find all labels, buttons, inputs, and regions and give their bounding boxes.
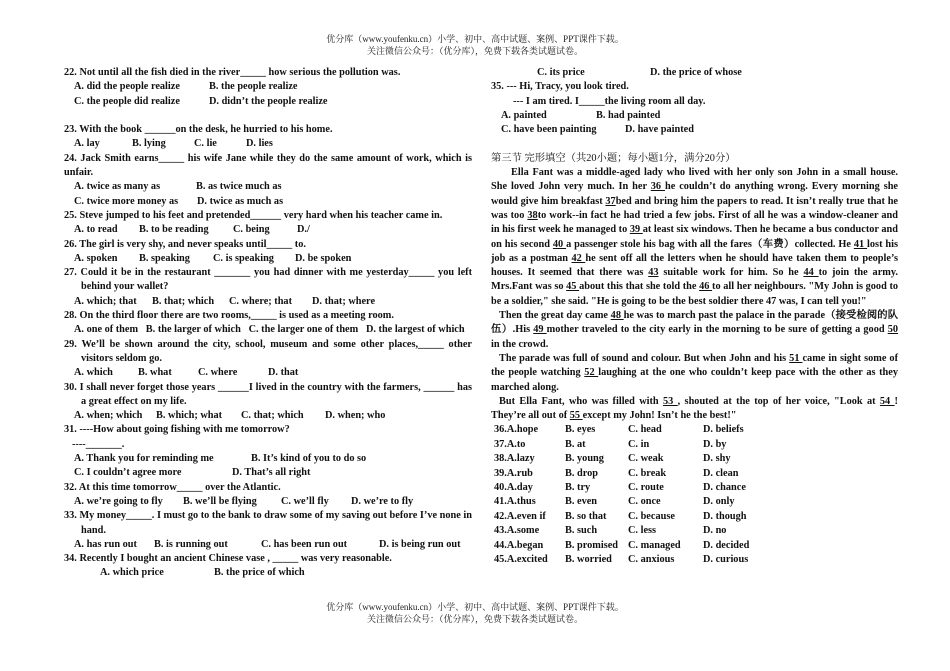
text: Then the great day came <box>499 310 611 322</box>
options-25 <box>64 223 472 237</box>
option-30a: A. when; which <box>74 410 143 422</box>
text: he sent off all the letters when he should have taken them to people’s houses. It seemed that there was <box>491 252 899 279</box>
text: to work--in fact he had tried a few jobs. First of all he was a window-cleaner and in his first week he managed to <box>491 209 899 236</box>
blank-41: 41 <box>853 238 868 250</box>
cloze-option: 41.A.thus <box>494 496 536 508</box>
option-26c: C. is speaking <box>213 252 274 264</box>
question-35: 35. --- Hi, Tracy, you look tired. <box>491 81 629 93</box>
cloze-option: 42.A.even if <box>494 510 546 522</box>
text: to all her neighbours. "My John is good to be a soldier," she said. "He is going to be the best soldier there 47 was, I can tell you!" <box>491 281 899 307</box>
cloze-option: B. try <box>565 481 591 493</box>
cloze-option: D. clean <box>703 467 739 479</box>
question-26: 26. The girl is very shy, and never speaks until_____ to. <box>64 238 306 250</box>
cloze-option: C. because <box>628 510 675 522</box>
option-32d: D. we’re to fly <box>351 495 414 507</box>
blank-37: 37 <box>605 195 616 207</box>
cloze-paragraph-2 <box>491 309 898 352</box>
option-27a: A. which; that <box>74 295 137 307</box>
option-33a: A. has run out <box>74 538 137 550</box>
text: But Ella Fant, who was filled with <box>499 395 663 407</box>
cloze-option: 38.A.lazy <box>494 453 535 465</box>
option-26b: B. speaking <box>139 252 190 264</box>
blank-40: 40 <box>552 238 567 250</box>
options-34-row1 <box>64 566 472 580</box>
cloze-option: 37.A.to <box>494 438 526 450</box>
text: The parade was full of sound and colour. But when John and his <box>499 352 790 364</box>
option-28a: A. one of them <box>74 324 139 336</box>
cloze-option: B. at <box>565 438 586 450</box>
option-32c: C. we’ll fly <box>281 495 329 507</box>
text: came in sight some of the people watching <box>491 352 899 379</box>
blank-39: 39 <box>629 224 643 236</box>
cloze-option: D. though <box>703 510 747 522</box>
option-26d: D. be spoken <box>295 252 352 264</box>
option-30d: D. when; who <box>325 410 386 422</box>
option-28b: B. the larger of which <box>145 324 241 336</box>
cloze-option-row <box>491 510 898 524</box>
option-34c: C. its price <box>537 67 585 78</box>
cloze-option: C. break <box>628 467 667 479</box>
option-34b: B. the price of which <box>214 567 305 579</box>
blank-45: 45 <box>566 281 580 293</box>
options-34-row2 <box>491 66 898 80</box>
cloze-option: B. so that <box>565 510 607 522</box>
cloze-option: B. even <box>565 496 598 508</box>
text: he was to march past the palace in the parade（接受检阅的队伍）.His <box>491 310 898 336</box>
question-32: 32. At this time tomorrow_____ over the Atlantic. <box>64 481 281 493</box>
options-35-row1 <box>491 109 898 123</box>
cloze-option: B. eyes <box>565 424 596 436</box>
option-29d: D. that <box>268 367 299 379</box>
cloze-option: D. beliefs <box>703 424 744 436</box>
option-30c: C. that; which <box>241 410 304 422</box>
option-34d: D. the price of whose <box>650 67 742 78</box>
cloze-paragraph-1 <box>491 166 898 309</box>
option-33c: C. has been run out <box>261 538 348 550</box>
option-35a: A. painted <box>501 109 547 121</box>
cloze-option: B. such <box>565 525 598 537</box>
option-24a: A. twice as many as <box>74 181 161 193</box>
option-35b: B. had painted <box>596 109 661 121</box>
blank-51: 51 <box>789 352 803 364</box>
text: lost his job as a postman <box>491 238 898 264</box>
question-34: 34. Recently I bought an ancient Chinese vase , _____ was very reasonable. <box>64 553 392 565</box>
cloze-option: C. anxious <box>628 553 675 565</box>
blank-43: 43 <box>648 267 659 279</box>
text: a passenger stole his bag with all the fares（车费）collected. He <box>566 238 854 250</box>
option-23d: D. lies <box>246 138 273 150</box>
cloze-option-row <box>491 452 898 466</box>
text: ! They’re all out of <box>491 395 898 422</box>
blank-55: 55 <box>569 410 583 422</box>
option-28c: C. the larger one of them <box>248 324 359 336</box>
option-29b: B. what <box>138 367 172 379</box>
option-31a: A. Thank you for reminding me <box>74 453 214 465</box>
page-footer <box>0 601 950 625</box>
footer-line-2: 关注微信公众号：（优分库），免费下载各类试题试卷。 <box>366 614 583 624</box>
option-27c: C. where; that <box>229 295 293 307</box>
question-31: 31. ----How about going fishing with me tomorrow? <box>64 424 290 436</box>
options-26 <box>64 252 472 266</box>
options-35-row2 <box>491 123 898 137</box>
cloze-option: B. young <box>565 453 604 465</box>
options-23 <box>64 137 472 151</box>
option-26a: A. spoken <box>74 252 118 264</box>
option-22b: B. the people realize <box>209 81 298 93</box>
question-27: 27. Could it be in the restaurant _______ you had dinner with me yesterday_____ you left behind your wallet? <box>64 267 472 293</box>
cloze-option: 45.A.excited <box>494 553 548 565</box>
cloze-option: 44.A.began <box>494 539 544 551</box>
text: suitable work for him. So he <box>658 267 804 279</box>
option-31b: B. It’s kind of you to do so <box>251 453 367 465</box>
blank-38: 38 <box>527 209 538 221</box>
question-33: 33. My money_____. I must go to the bank to draw some of my saving out before I’ve none in hand. <box>64 510 472 536</box>
option-31c: C. I couldn’t agree more <box>74 467 182 479</box>
cloze-option: D. only <box>703 496 735 508</box>
option-23a: A. lay <box>74 138 100 150</box>
question-28: 28. On the third floor there are two rooms,_____ is used as a meeting room. <box>64 310 394 322</box>
text: to join the army. Mrs.Fant was so <box>491 267 898 293</box>
cloze-option: 40.A.day <box>494 481 533 493</box>
cloze-option: B. worried <box>565 553 612 565</box>
cloze-option-row <box>491 539 898 553</box>
cloze-option-row <box>491 467 898 481</box>
blank-50: 50 <box>887 324 898 336</box>
cloze-option: C. in <box>628 438 650 450</box>
cloze-option: D. no <box>703 525 727 537</box>
text: , shouted at the top of her voice, "Look at <box>677 395 880 407</box>
blank-46: 46 <box>699 281 713 293</box>
page-header <box>0 33 950 57</box>
options-22-row1 <box>64 80 472 94</box>
option-25d: D./ <box>297 224 310 236</box>
options-30 <box>64 409 472 423</box>
option-29a: A. which <box>74 367 113 379</box>
cloze-paragraph-4 <box>491 395 898 424</box>
cloze-option: D. curious <box>703 553 749 565</box>
blank-53: 53 <box>663 395 678 407</box>
blank-54: 54 <box>879 395 895 407</box>
option-22a: A. did the people realize <box>74 81 180 93</box>
cloze-paragraph-3 <box>491 352 898 395</box>
option-31d: D. That’s all right <box>232 467 311 479</box>
cloze-option: D. chance <box>703 481 746 493</box>
blank-48: 48 <box>610 310 624 322</box>
question-25: 25. Steve jumped to his feet and pretended______ very hard when his teacher came in. <box>64 209 443 221</box>
option-33d: D. is being run out <box>379 538 461 550</box>
option-25b: B. to be reading <box>139 224 209 236</box>
cloze-option: D. shy <box>703 453 731 465</box>
spacer <box>491 137 898 151</box>
text: bed and bring him the papers to read. It isn’t really true that he was too <box>491 195 898 221</box>
option-32b: B. we’ll be flying <box>183 495 257 507</box>
cloze-option-row <box>491 524 898 538</box>
cloze-option: C. weak <box>628 453 664 465</box>
option-29c: C. where <box>198 367 238 379</box>
option-24d: D. twice as much as <box>197 195 284 207</box>
section-title: 第三节 完形填空（共20小题；每小题1分，满分20分） <box>491 152 736 164</box>
option-24c: C. twice more money as <box>74 195 179 207</box>
left-column <box>64 66 472 581</box>
text: Ella Fant was a middle-aged lady who lived with her only son John in a small house. She loved John very much. In her <box>491 167 898 193</box>
cloze-option: B. drop <box>565 467 599 479</box>
options-24-row1 <box>64 180 472 194</box>
blank-36: 36 <box>650 181 665 193</box>
text: he couldn’t do anything wrong. Every morning she would give him breakfast <box>491 181 898 207</box>
option-35d: D. have painted <box>625 124 694 136</box>
option-30b: B. which; what <box>156 410 223 422</box>
option-28d: D. the largest of which <box>365 324 465 336</box>
footer-line-1: 优分库（www.youfenku.cn）小学、初中、高中试题、案例、PPT课件下载。 <box>326 602 624 612</box>
blank-42: 42 <box>571 252 586 264</box>
question-29: 29. We’ll be shown around the city, school, museum and some other places,_____ other visitors seldom go. <box>64 338 472 364</box>
header-line-2: 关注微信公众号：（优分库），免费下载各类试题试卷。 <box>366 46 583 56</box>
question-23: 23. With the book ______on the desk, he hurried to his home. <box>64 124 333 136</box>
cloze-option: 36.A.hope <box>494 424 539 436</box>
question-31-reply: ----_______. <box>72 438 125 450</box>
options-22-row2 <box>64 95 472 109</box>
question-24: 24. Jack Smith earns_____ his wife Jane while they do the same amount of work, which is unfair. <box>64 152 472 179</box>
spacer <box>64 109 472 123</box>
options-27 <box>64 295 472 309</box>
option-22c: C. the people did realize <box>74 95 180 107</box>
cloze-option: C. less <box>628 525 657 537</box>
question-35-reply: --- I am tired. I_____the living room all day. <box>513 95 706 107</box>
option-27b: B. that; which <box>152 295 215 307</box>
text: in the crowd. <box>491 338 549 350</box>
cloze-option-row <box>491 423 898 437</box>
option-25c: C. being <box>233 224 270 236</box>
option-27d: D. that; where <box>312 295 376 307</box>
cloze-option-row <box>491 495 898 509</box>
options-28 <box>64 323 472 337</box>
header-line-1: 优分库（www.youfenku.cn）小学、初中、高中试题、案例、PPT课件下载。 <box>326 34 624 44</box>
options-29 <box>64 366 472 380</box>
text: mother traveled to the city early in the morning to be sure of getting a good <box>546 324 888 336</box>
option-23c: C. lie <box>194 138 217 150</box>
cloze-option: C. head <box>628 424 662 436</box>
cloze-option: C. once <box>628 496 661 508</box>
cloze-option: 39.A.rub <box>494 467 533 479</box>
question-30: 30. I shall never forget those years ______I lived in the country with the farmers, ______ has a great effect on my life. <box>64 381 472 407</box>
blank-49: 49 <box>533 324 547 336</box>
cloze-options-table <box>491 423 898 567</box>
options-31-row2 <box>64 466 472 480</box>
option-25a: A. to read <box>74 224 118 236</box>
cloze-option: B. promised <box>565 539 619 551</box>
text: laughing at the one who couldn’t keep pace with the other as they marched along. <box>491 367 898 393</box>
right-column <box>491 66 898 567</box>
options-31-row1 <box>64 452 472 466</box>
option-33b: B. is running out <box>154 538 228 550</box>
cloze-option: 43.A.some <box>494 525 540 537</box>
cloze-option: D. by <box>703 438 727 450</box>
options-33 <box>64 538 472 552</box>
cloze-option-row <box>491 438 898 452</box>
cloze-option: C. route <box>628 481 664 493</box>
text: about this that she told the <box>579 281 700 293</box>
option-22d: D. didn’t the people realize <box>209 95 328 107</box>
blank-52: 52 <box>584 367 599 379</box>
text: at least six windows. Then he became a bus conductor and on his second <box>491 224 898 250</box>
cloze-option: D. decided <box>703 539 750 551</box>
question-22: 22. Not until all the fish died in the river_____ how serious the pollution was. <box>64 67 401 78</box>
option-24b: B. as twice much as <box>196 181 282 193</box>
cloze-option-row <box>491 553 898 567</box>
cloze-option-row <box>491 481 898 495</box>
cloze-option: C. managed <box>628 539 681 551</box>
option-35c: C. have been painting <box>501 124 597 136</box>
options-32 <box>64 495 472 509</box>
option-34a: A. which price <box>100 567 164 579</box>
option-23b: B. lying <box>132 138 166 150</box>
options-24-row2 <box>64 195 472 209</box>
text: except my John! Isn’t he the best!" <box>582 410 737 422</box>
option-32a: A. we’re going to fly <box>74 495 163 507</box>
blank-44: 44 <box>803 267 819 279</box>
